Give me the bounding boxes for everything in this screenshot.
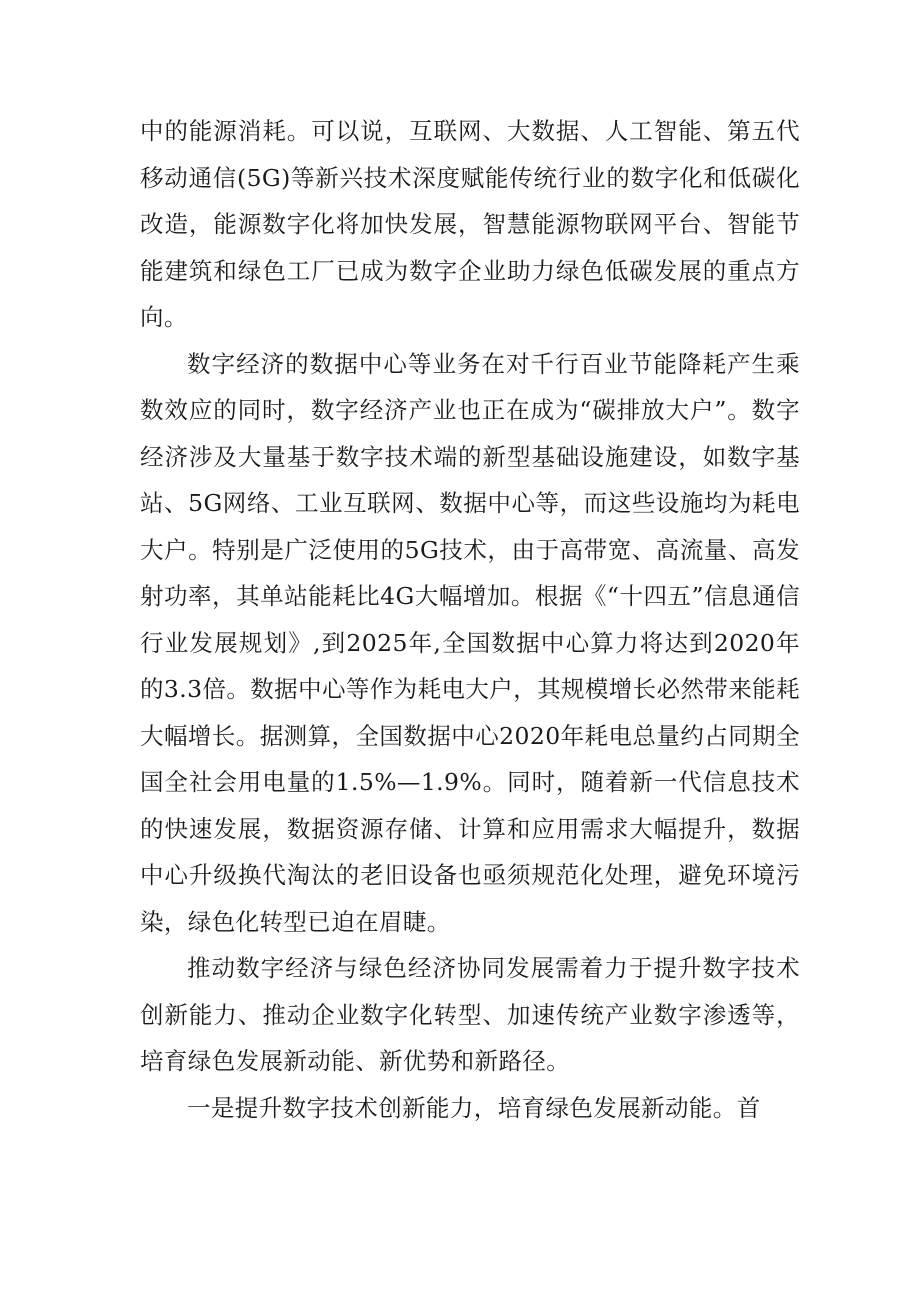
paragraph-4: 一是提升数字技术创新能力，培育绿色发展新动能。首 xyxy=(187,1093,761,1122)
paragraph-3: 推动数字经济与绿色经济协同发展需着力于提升数字技术创新能力、推动企业数字化转型、加速传统产业数字渗透等，培育绿色发展新动能、新优势和新路径。 xyxy=(140,954,800,1075)
paragraph-1: 中的能源消耗。可以说，互联网、大数据、人工智能、第五代移动通信(5G)等新兴技术深度赋能传统行业的数字化和低碳化改造，能源数字化将加快发展，智慧能源物联网平台、智能节能建筑和绿色工厂已成为数字企业助力绿色低碳发展的重点方向。 xyxy=(140,117,800,331)
body-text xyxy=(140,108,800,1131)
paragraph-2: 数字经济的数据中心等业务在对千行百业节能降耗产生乘数效应的同时，数字经济产业也正在成为“碳排放大户”。数字经济涉及大量基于数字技术端的新型基础设施建设，如数字基站、5G网络、工业互联网、数据中心等，而这些设施均为耗电大户。特别是广泛使用的5G技术，由于高带宽、高流量、高发射功率，其单站能耗比4G大幅增加。根据《“十四五”信息通信行业发展规划》,到2025年,全国数据中心算力将达到2020年的3.3倍。数据中心等作为耗电大户，其规模增长必然带来能耗大幅增长。据测算，全国数据中心2020年耗电总量约占同期全国全社会用电量的1.5%—1.9%。同时，随着新一代信息技术的快速发展，数据资源存储、计算和应用需求大幅提升，数据中心升级换代淘汰的老旧设备也亟须规范化处理，避免环境污染，绿色化转型已迫在眉睫。 xyxy=(140,349,800,936)
